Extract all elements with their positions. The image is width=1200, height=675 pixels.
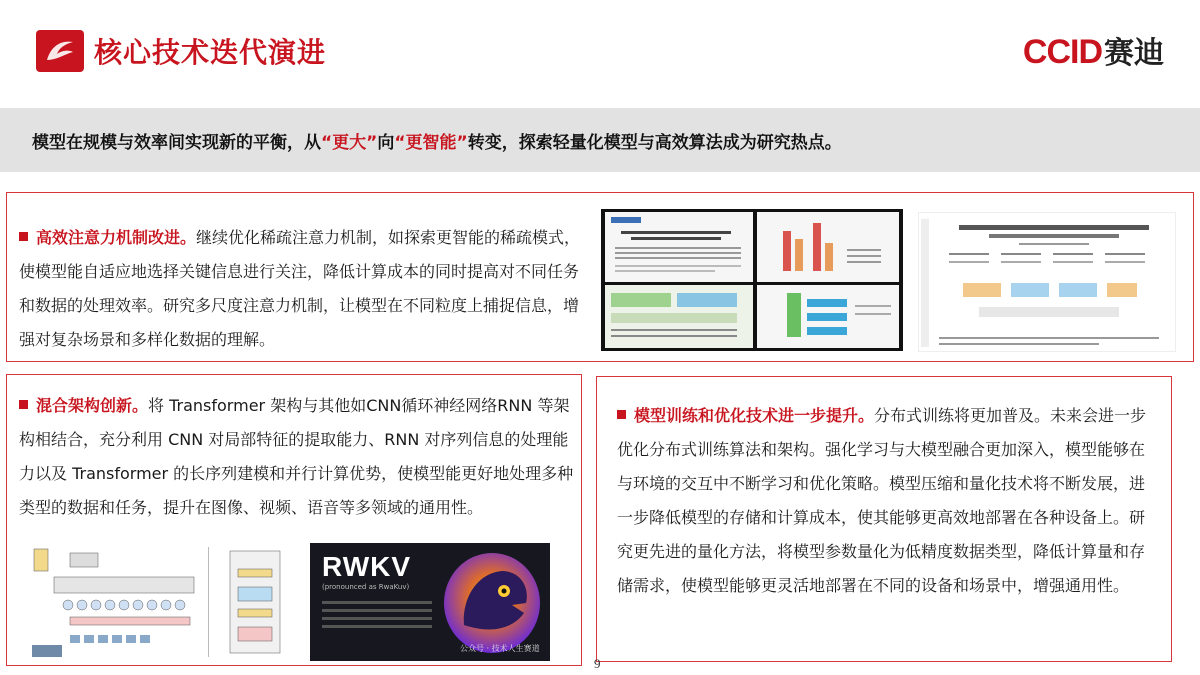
bullet-icon <box>19 400 28 409</box>
section-attention-text <box>19 221 589 357</box>
bullet-icon <box>617 410 626 419</box>
section-training-text <box>617 399 1147 603</box>
summary-highlight-bigger: “更大” <box>321 132 378 153</box>
moba-paper-figure <box>918 212 1176 352</box>
section-hybrid-text <box>19 389 579 525</box>
summary-post: 转变，探索轻量化模型与高效算法成为研究热点。 <box>467 132 842 153</box>
bullet-icon <box>19 232 28 241</box>
raven-icon <box>438 547 546 657</box>
vit-architecture-diagram <box>30 543 296 661</box>
page-title: 核心技术迭代演进 <box>94 36 327 69</box>
summary-mid: 向 <box>377 132 395 153</box>
panel-training-optimization <box>596 376 1172 662</box>
section-attention-title: 高效注意力机制改进。 <box>36 228 197 247</box>
brand-latin: CCID <box>1022 33 1102 71</box>
summary-pre: 模型在规模与效率间实现新的平衡，从 <box>32 132 321 153</box>
sparse-attention-paper-figure <box>601 209 903 351</box>
rwkv-poster <box>310 543 550 661</box>
summary-text <box>32 128 842 153</box>
section-attention-body: 继续优化稀疏注意力机制，如探索更智能的稀疏模式，使模型能自适应地选择关键信息进行关注，降低计算成本的同时提高对不同任务和数据的处理效率。研究多尺度注意力机制，让模型在不同粒度上捕捉信息，增强对复杂场景和多样化数据的理解。 <box>19 228 581 349</box>
summary-highlight-smarter: “更智能” <box>394 132 468 153</box>
logo-icon <box>36 30 84 72</box>
brand-cn: 赛迪 <box>1104 37 1164 70</box>
summary-banner <box>0 108 1200 172</box>
rwkv-subtitle: (pronounced as RwaKuv) <box>322 583 410 591</box>
section-training-title: 模型训练和优化技术进一步提升。 <box>634 406 875 425</box>
brand-logo <box>1023 28 1164 72</box>
page-number: 9 <box>594 656 601 671</box>
section-hybrid-title: 混合架构创新。 <box>36 396 149 415</box>
rwkv-text-lines <box>322 601 432 633</box>
section-training-body: 分布式训练将更加普及。未来会进一步优化分布式训练算法和架构。强化学习与大模型融合更加深入，模型能够在与环境的交互中不断学习和优化策略。模型压缩和量化技术将不断发展，进一步降低模型的存储和计算成本，使其能够更高效地部署在各种设备上。研究更先进的量化方法，将模型参数量化为低精度数据类型，降低计算量和存储需求，使模型能够更灵活地部署在不同的设备和场景中，增强通用性。 <box>617 406 1147 595</box>
rwkv-title: RWKV <box>322 551 412 582</box>
watermark: 公众号 · 技术人生赛道 <box>460 644 540 653</box>
section-hybrid-body: 将 Transformer 架构与其他如CNN循环神经网络RNN 等架构相结合，充分利用 CNN 对局部特征的提取能力、RNN 对序列信息的处理能力以及 Transformer 的长序列建模和并行计算优势，使模型能更好地处理多种类型的数据和任务，提升在图像、视频、语音等多领域的通用性。 <box>19 396 574 517</box>
